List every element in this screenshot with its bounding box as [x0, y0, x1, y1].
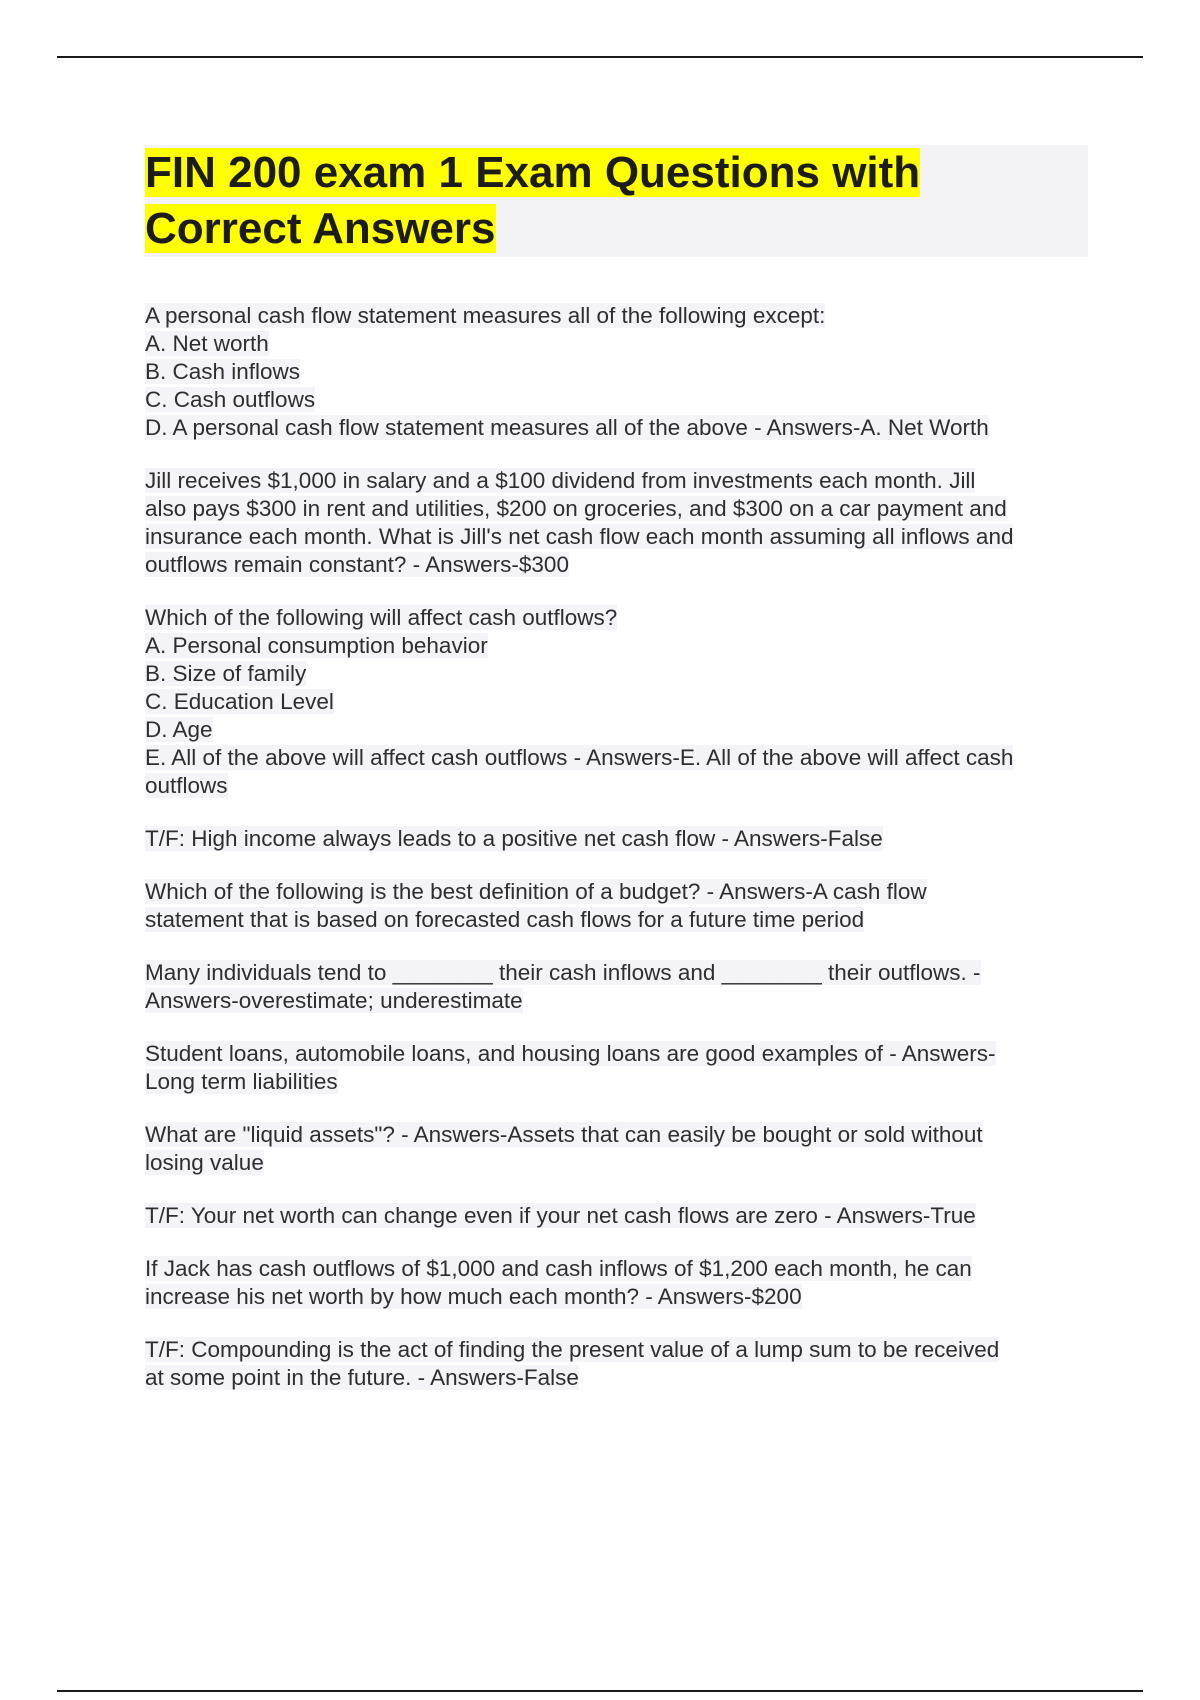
- question-text-line: [145, 959, 1095, 987]
- question-text: Answers-overestimate; underestimate: [145, 988, 523, 1013]
- question-text: D. A personal cash flow statement measures all of the above - Answers-A. Net Worth: [145, 415, 989, 440]
- question-block: [145, 467, 1095, 579]
- question-text-line: [145, 1121, 1095, 1149]
- question-block: [145, 878, 1095, 934]
- question-text-line: [145, 495, 1095, 523]
- question-block: [145, 302, 1095, 442]
- question-text: A personal cash flow statement measures all of the following except:: [145, 303, 826, 328]
- header-rule: [57, 56, 1143, 58]
- question-text: statement that is based on forecasted cash flows for a future time period: [145, 907, 865, 932]
- question-text-line: [145, 551, 1095, 579]
- question-text-line: [145, 414, 1095, 442]
- question-text: A. Net worth: [145, 331, 269, 356]
- question-text: T/F: Your net worth can change even if your net cash flows are zero - Answers-True: [145, 1203, 976, 1228]
- title-line-2: Correct Answers: [145, 204, 496, 253]
- question-text: losing value: [145, 1150, 264, 1175]
- question-text: Jill receives $1,000 in salary and a $100 dividend from investments each month. Jill: [145, 468, 976, 493]
- question-text-line: [145, 772, 1095, 800]
- questions-list: [145, 302, 1095, 1417]
- question-text-line: [145, 688, 1095, 716]
- question-block: [145, 1040, 1095, 1096]
- document-title: [145, 145, 1088, 257]
- question-text: A. Personal consumption behavior: [145, 633, 488, 658]
- question-text: Long term liabilities: [145, 1069, 338, 1094]
- question-text: outflows: [145, 773, 228, 798]
- question-text: T/F: Compounding is the act of finding the present value of a lump sum to be received: [145, 1337, 1000, 1362]
- question-block: [145, 604, 1095, 800]
- question-text: B. Cash inflows: [145, 359, 301, 384]
- question-text-line: [145, 604, 1095, 632]
- question-text-line: [145, 1255, 1095, 1283]
- question-text-line: [145, 1336, 1095, 1364]
- question-text-line: [145, 660, 1095, 688]
- question-block: [145, 1255, 1095, 1311]
- question-text: Which of the following is the best definition of a budget? - Answers-A cash flow: [145, 879, 927, 904]
- question-text-line: [145, 523, 1095, 551]
- question-text-line: [145, 358, 1095, 386]
- question-text: insurance each month. What is Jill's net cash flow each month assuming all inflows and: [145, 524, 1014, 549]
- question-text-line: [145, 1068, 1095, 1096]
- question-text-line: [145, 330, 1095, 358]
- question-block: [145, 1121, 1095, 1177]
- question-text-line: [145, 744, 1095, 772]
- title-block: [145, 145, 1088, 257]
- question-text: Student loans, automobile loans, and housing loans are good examples of - Answers-: [145, 1041, 996, 1066]
- question-text: outflows remain constant? - Answers-$300: [145, 552, 569, 577]
- question-text: B. Size of family: [145, 661, 307, 686]
- question-text: E. All of the above will affect cash outflows - Answers-E. All of the above will affect cash: [145, 745, 1014, 770]
- question-text-line: [145, 825, 1095, 853]
- question-text: C. Education Level: [145, 689, 334, 714]
- question-text-line: [145, 1149, 1095, 1177]
- question-text-line: [145, 878, 1095, 906]
- question-text: T/F: High income always leads to a positive net cash flow - Answers-False: [145, 826, 883, 851]
- title-line-1: FIN 200 exam 1 Exam Questions with: [145, 148, 921, 197]
- question-text-line: [145, 716, 1095, 744]
- question-text-line: [145, 906, 1095, 934]
- question-text-line: [145, 302, 1095, 330]
- question-block: [145, 825, 1095, 853]
- question-text: C. Cash outflows: [145, 387, 316, 412]
- question-text-line: [145, 987, 1095, 1015]
- question-text-line: [145, 1364, 1095, 1392]
- question-text: increase his net worth by how much each month? - Answers-$200: [145, 1284, 802, 1309]
- question-text: at some point in the future. - Answers-False: [145, 1365, 579, 1390]
- question-text-line: [145, 467, 1095, 495]
- question-text: also pays $300 in rent and utilities, $200 on groceries, and $300 on a car payment and: [145, 496, 1007, 521]
- question-text-line: [145, 1040, 1095, 1068]
- question-text: Many individuals tend to ________ their cash inflows and ________ their outflows. -: [145, 960, 981, 985]
- question-text-line: [145, 386, 1095, 414]
- question-block: [145, 959, 1095, 1015]
- question-text: Which of the following will affect cash outflows?: [145, 605, 618, 630]
- footer-rule: [57, 1690, 1143, 1692]
- question-block: [145, 1336, 1095, 1392]
- question-text-line: [145, 632, 1095, 660]
- question-text-line: [145, 1283, 1095, 1311]
- question-text: D. Age: [145, 717, 213, 742]
- question-text: If Jack has cash outflows of $1,000 and cash inflows of $1,200 each month, he can: [145, 1256, 972, 1281]
- question-block: [145, 1202, 1095, 1230]
- question-text: What are "liquid assets"? - Answers-Assets that can easily be bought or sold without: [145, 1122, 983, 1147]
- question-text-line: [145, 1202, 1095, 1230]
